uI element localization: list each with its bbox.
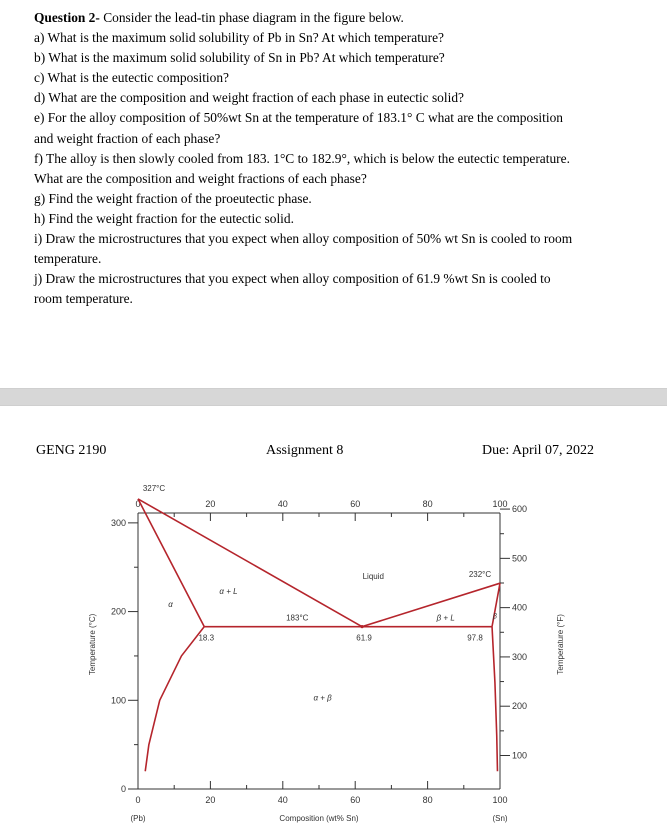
question-part-d: d) What are the composition and weight fraction of each phase in eutectic solid? [34,90,464,106]
region-beta-label: β [492,613,497,621]
y-axis-right-title: Temperature (°F) [556,614,565,675]
question-part-e-cont: and weight fraction of each phase? [34,130,221,146]
eutectic-temperature-label: 183°C [286,613,309,623]
x-tick-top-label: 20 [205,499,216,509]
y-tick-left-label: 0 [120,784,126,794]
question-part-j-cont: room temperature. [34,291,133,307]
question-part-a: a) What is the maximum solid solubility of Pb in Sn? At which temperature? [34,30,444,46]
x-tick-bottom-label: 80 [422,795,433,805]
due-date: Due: April 07, 2022 [482,443,594,458]
y-tick-right-label: 500 [512,553,528,564]
question-part-f-cont: What are the composition and weight fractions of each phase? [34,170,367,186]
y-tick-right-label: 100 [512,750,528,761]
y-tick-left-label: 300 [110,517,126,528]
y-tick-right-label: 200 [512,701,528,712]
region-beta-liquid-label: β + L [436,613,455,623]
region-alpha-label: α [168,600,173,610]
region-liquid-label: Liquid [362,571,384,581]
x-tick-top-label: 80 [422,499,433,509]
x-tick-top-label: 60 [350,499,361,509]
liquidus-right-line [362,583,500,626]
x-tick-bottom-label: 40 [277,795,288,805]
eutectic-composition-label: 61.9 [356,633,372,643]
x-tick-top-label: 40 [277,499,288,509]
course-code: GENG 2190 [36,443,107,458]
question-part-j: j) Draw the microstructures that you expect when alloy composition of 61.9 %wt Sn is cooled to [34,271,551,287]
question-title: Question 2- [34,10,100,25]
x-tick-bottom-label: 0 [135,795,141,805]
sn-melting-label: 232°C [468,570,492,580]
question-intro: Consider the lead-tin phase diagram in the figure below. [99,10,404,25]
question-part-g: g) Find the weight fraction of the proeutectic phase. [34,190,312,206]
page-separator [0,388,667,406]
pb-melting-label: 327°C [142,483,166,493]
question-part-f: f) The alloy is then slowly cooled from 183. 1°C to 182.9°, which is below the eutectic temperature. [34,150,570,166]
question-part-i: i) Draw the microstructures that you expect when alloy composition of 50% wt Sn is cooled to room [34,231,573,247]
y-tick-right-label: 400 [512,602,528,613]
y-tick-left-label: 200 [110,606,126,617]
x-axis-title: Composition (wt% Sn) [279,814,359,823]
region-alpha-beta-label: α + β [313,693,332,703]
question-part-b: b) What is the maximum solid solubility of Sn in Pb? At which temperature? [34,50,445,66]
question-part-c: c) What is the eutectic composition? [34,70,229,86]
y-axis-left-title: Temperature (°C) [88,613,97,676]
x-tick-top-label: 100 [492,499,508,509]
eutectic-point [360,625,363,628]
x-tick-bottom-label: 20 [205,795,216,805]
alpha-limit-label: 18.3 [198,633,215,643]
beta-limit-label: 97.8 [467,633,483,643]
question-block [34,8,624,309]
x-tick-bottom-label: 100 [492,795,508,805]
solvus-alpha-line [145,627,204,772]
phase-diagram-chart [0,483,667,826]
question-part-i-cont: temperature. [34,251,102,267]
question-heading [34,8,624,28]
solvus-beta-line [492,627,497,772]
y-tick-right-label: 300 [512,651,528,662]
x-tick-top-label: 0 [135,499,141,509]
x-tick-bottom-label: 60 [350,795,361,805]
region-alpha-liquid-label: α + L [219,586,238,596]
pb-end-label: (Pb) [130,814,146,823]
question-part-e: e) For the alloy composition of 50%wt Sn at the temperature of 183.1° C what are the composition [34,110,563,126]
assignment-title: Assignment 8 [266,443,344,458]
sn-end-label: (Sn) [492,814,508,823]
y-tick-right-label: 600 [512,504,528,515]
y-tick-left-label: 100 [110,695,126,706]
question-part-h: h) Find the weight fraction for the eutectic solid. [34,210,294,226]
